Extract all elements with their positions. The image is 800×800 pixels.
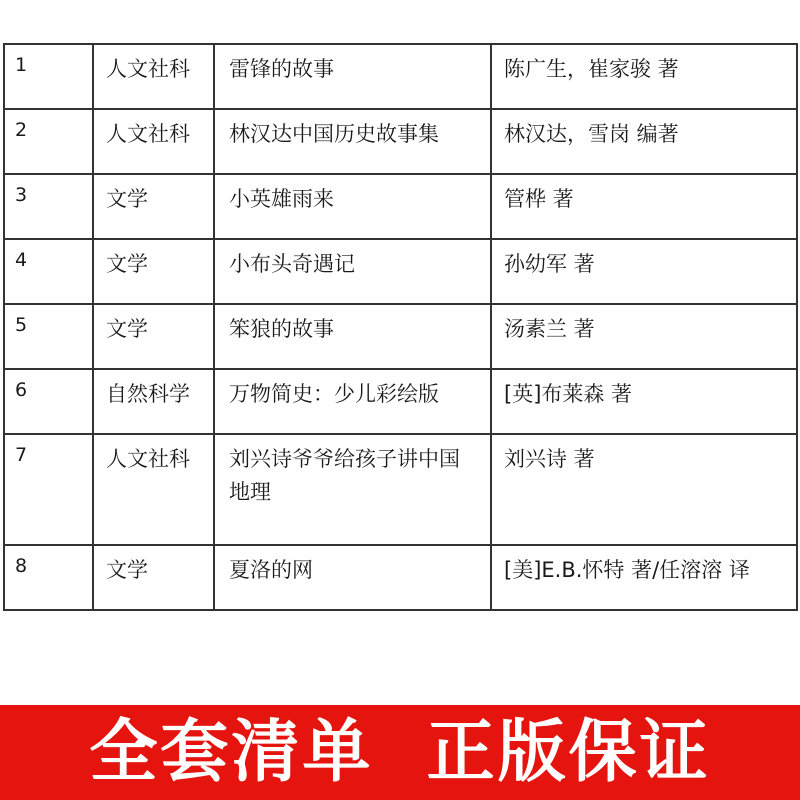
row-number: 2 bbox=[4, 109, 93, 174]
table-row bbox=[4, 304, 797, 369]
row-number: 6 bbox=[4, 369, 93, 434]
author-cell: 林汉达，雪岗 编著 bbox=[491, 109, 797, 174]
table-row bbox=[4, 545, 797, 610]
author-cell: [英]布莱森 著 bbox=[491, 369, 797, 434]
row-number: 3 bbox=[4, 174, 93, 239]
row-number: 1 bbox=[4, 44, 93, 109]
book-title-cell: 刘兴诗爷爷给孩子讲中国地理 bbox=[214, 434, 491, 545]
author-cell: 汤素兰 著 bbox=[491, 304, 797, 369]
table-row bbox=[4, 109, 797, 174]
table-row bbox=[4, 174, 797, 239]
table-row bbox=[4, 239, 797, 304]
category-cell: 文学 bbox=[93, 545, 214, 610]
author-cell: 刘兴诗 著 bbox=[491, 434, 797, 545]
author-cell: [美]E.B.怀特 著/任溶溶 译 bbox=[491, 545, 797, 610]
author-cell: 陈广生，崔家骏 著 bbox=[491, 44, 797, 109]
book-title-cell: 夏洛的网 bbox=[214, 545, 491, 610]
row-number: 7 bbox=[4, 434, 93, 545]
book-title-cell: 万物简史：少儿彩绘版 bbox=[214, 369, 491, 434]
table-row bbox=[4, 434, 797, 545]
promo-banner bbox=[0, 705, 800, 800]
book-title-cell: 小布头奇遇记 bbox=[214, 239, 491, 304]
row-number: 8 bbox=[4, 545, 93, 610]
category-cell: 自然科学 bbox=[93, 369, 214, 434]
category-cell: 文学 bbox=[93, 174, 214, 239]
book-list-table bbox=[3, 43, 798, 611]
author-cell: 孙幼军 著 bbox=[491, 239, 797, 304]
banner-text: 全套清单 正版保证 bbox=[89, 712, 711, 792]
author-cell: 管桦 著 bbox=[491, 174, 797, 239]
category-cell: 文学 bbox=[93, 239, 214, 304]
book-title-cell: 雷锋的故事 bbox=[214, 44, 491, 109]
category-cell: 人文社科 bbox=[93, 434, 214, 545]
category-cell: 人文社科 bbox=[93, 109, 214, 174]
table-row bbox=[4, 44, 797, 109]
table-row bbox=[4, 369, 797, 434]
category-cell: 人文社科 bbox=[93, 44, 214, 109]
row-number: 5 bbox=[4, 304, 93, 369]
book-title-cell: 小英雄雨来 bbox=[214, 174, 491, 239]
row-number: 4 bbox=[4, 239, 93, 304]
book-title-cell: 林汉达中国历史故事集 bbox=[214, 109, 491, 174]
category-cell: 文学 bbox=[93, 304, 214, 369]
book-title-cell: 笨狼的故事 bbox=[214, 304, 491, 369]
